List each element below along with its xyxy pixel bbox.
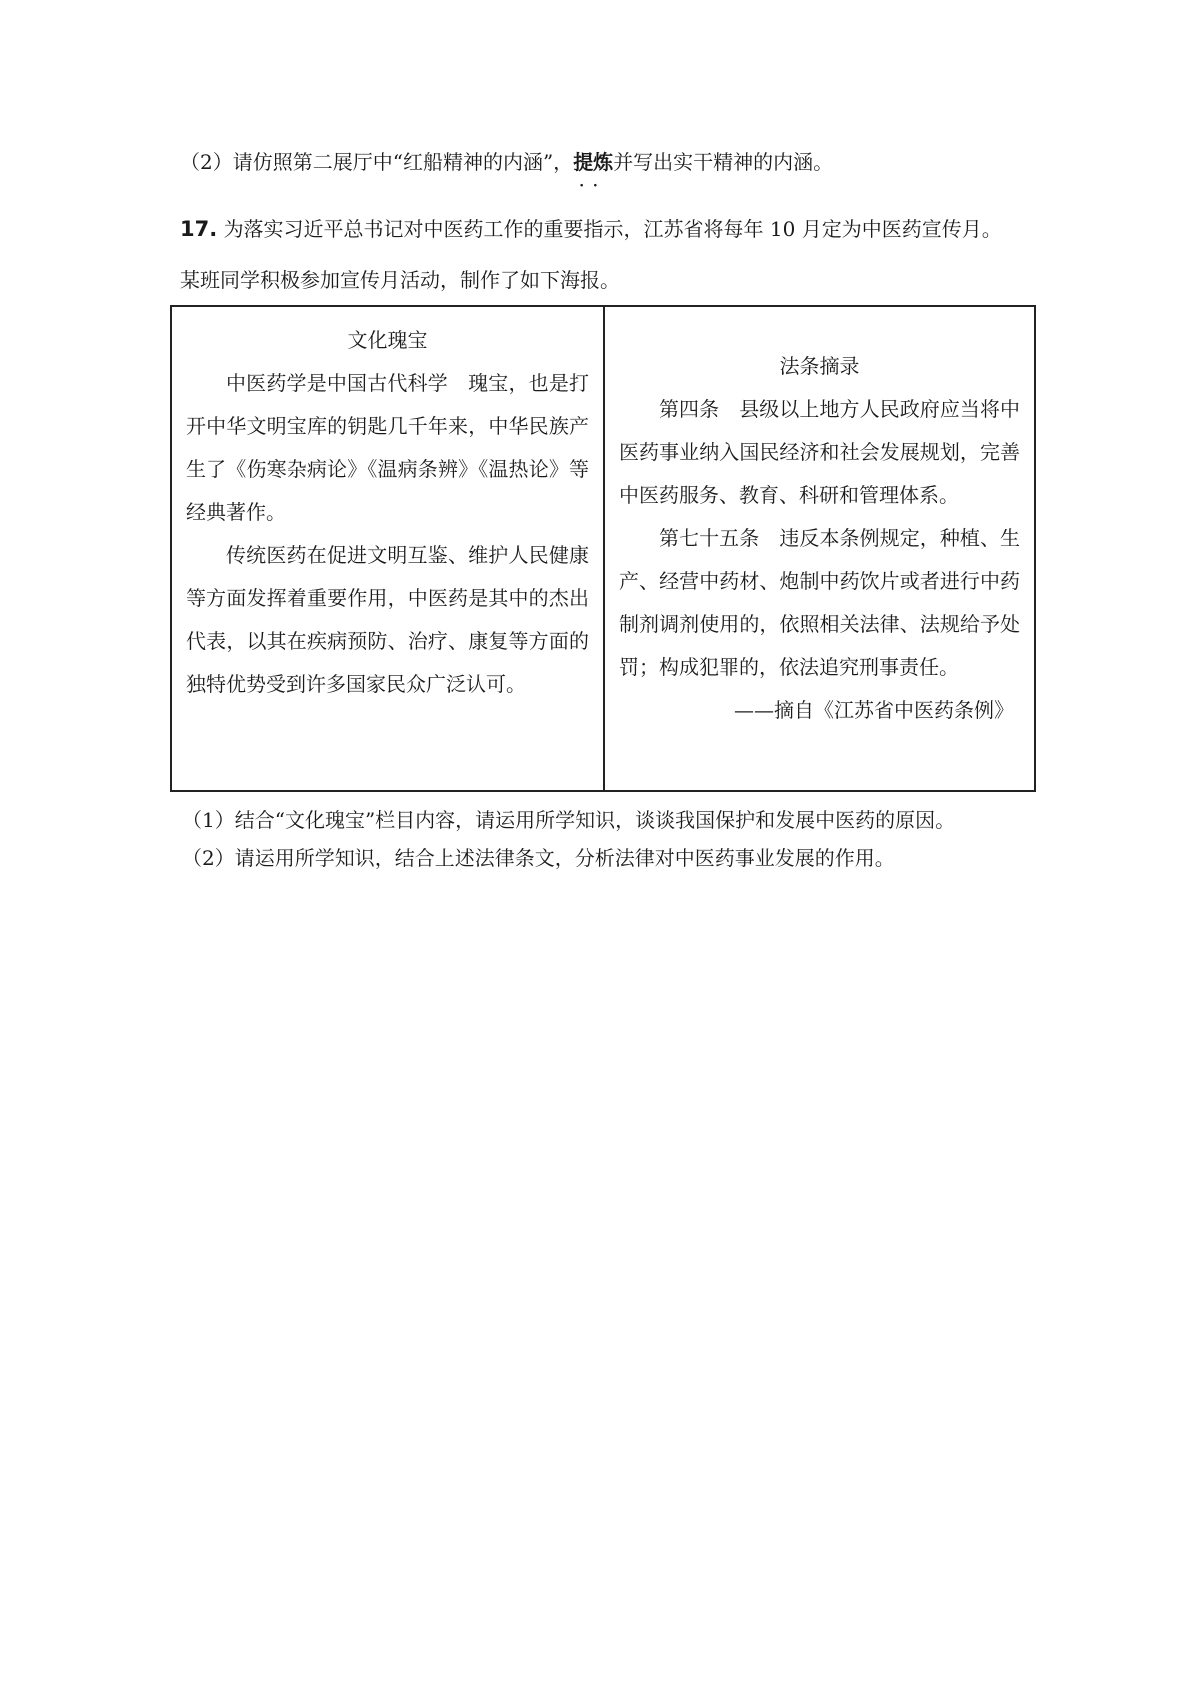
poster-table [170,305,1036,792]
q17-subquestion-2: （2）请运用所学知识，结合上述法律条文，分析法律对中医药事业发展的作用。 [182,846,895,870]
q16-subquestion-2 [180,148,833,176]
law-source: ——摘自《江苏省中医药条例》 [734,698,1014,722]
q16-sub2-emphasis: 提炼 · · [573,150,613,174]
culture-paragraph-2: 传统医药在促进文明互鉴、维护人民健康等方面发挥着重要作用，中医药是其中的杰出代表，以其在疾病预防、治疗、康复等方面的独特优势受到许多国家民众广泛认可。 [186,543,589,696]
q17-intro-line-2: 某班同学积极参加宣传月活动，制作了如下海报。 [180,268,620,292]
law-title: 法条摘录 [779,354,860,378]
poster-cell-law [605,307,1034,790]
q16-sub2-suffix: 并写出实干精神的内涵。 [613,150,834,174]
q17-intro-text-1: 为落实习近平总书记对中医药工作的重要指示，江苏省将每年 10 月定为中医药宣传月。 [223,217,1002,241]
culture-paragraph-1: 中医药学是中国古代科学 瑰宝，也是打开中华文明宝库的钥匙几千年来，中华民族产生了《伤寒杂病论》《温病条辨》《温热论》等经典著作。 [186,371,589,524]
q16-sub2-prefix: （2）请仿照第二展厅中“红船精神的内涵”， [180,150,574,174]
q17-number: 17. [180,217,218,241]
law-article-4: 第四条 县级以上地方人民政府应当将中医药事业纳入国民经济和社会发展规划，完善中医药服务、教育、科研和管理体系。 [619,397,1020,507]
law-article-75: 第七十五条 违反本条例规定，种植、生产、经营中药材、炮制中药饮片或者进行中药制剂调剂使用的，依照相关法律、法规给予处罚；构成犯罪的，依法追究刑事责任。 [619,526,1020,679]
q17-intro-line-1 [180,215,1002,243]
culture-title: 文化瑰宝 [347,328,428,352]
q17-subquestion-1: （1）结合“文化瑰宝”栏目内容，请运用所学知识，谈谈我国保护和发展中医药的原因。 [182,808,956,832]
poster-cell-culture [172,307,605,790]
